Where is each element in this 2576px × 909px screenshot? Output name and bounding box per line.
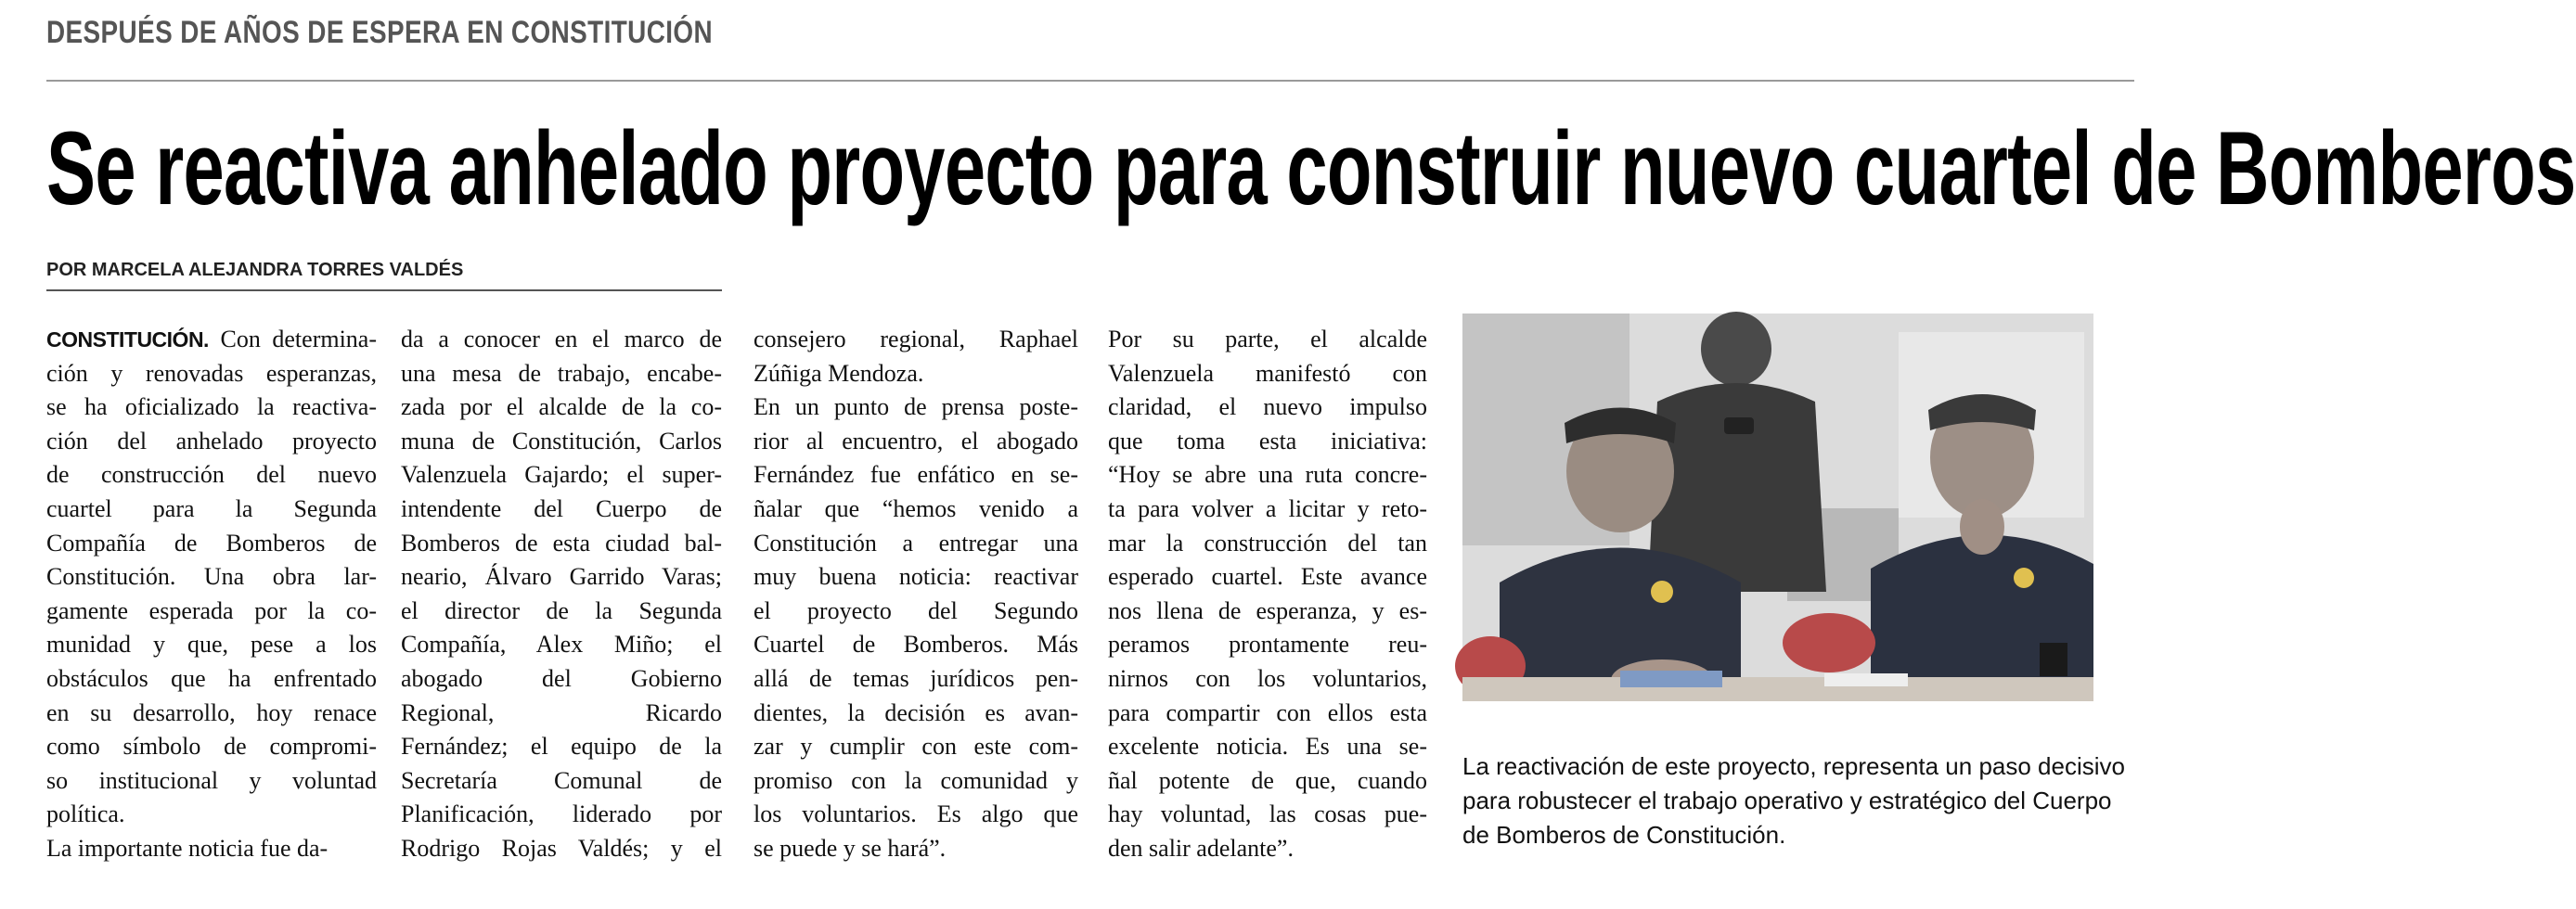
article-line: neario, Álvaro Garrido Varas; [401,563,722,591]
article-line: abogado del Gobierno [401,664,722,692]
article-line: el proyecto del Segundo [753,596,1078,624]
article-line: promiso con la comunidad y [753,766,1078,794]
article-line: Constitución. Una obra lar- [46,563,377,591]
byline-divider [46,289,722,291]
article-line: que toma esta iniciativa: [1108,427,1427,454]
article-line: los voluntarios. Es algo que [753,800,1078,828]
article-line: una mesa de trabajo, encabe- [401,359,722,387]
article-line: gamente esperada por la co- [46,596,377,624]
dateline: CONSTITUCIÓN. [46,327,209,352]
article-line: consejero regional, Raphael [753,326,1078,352]
article-line: intendente del Cuerpo de [401,494,722,522]
article-line: Planificación, liderado por [401,800,722,828]
article-line: La importante noticia fue da- [46,834,328,862]
byline: POR MARCELA ALEJANDRA TORRES VALDÉS [46,260,464,280]
headline: Se reactiva anhelado proyecto para construir nuevo cuartel de Bomberos [46,110,2576,226]
article-line: den salir adelante”. [1108,834,1294,862]
article-line: nirnos con los voluntarios, [1108,664,1427,692]
article-line: Constitución a entregar una [753,529,1078,557]
article-line: Fernández; el equipo de la [401,733,722,761]
article-line: so institucional y voluntad [46,766,377,794]
article-line: Por su parte, el alcalde [1108,326,1427,352]
article-line: Compañía, Alex Miño; el [401,631,722,659]
article-line: CONSTITUCIÓN. Con determina- [46,326,377,352]
article-line: para compartir con ellos esta [1108,698,1427,726]
article-line: dientes, la decisión es avan- [753,698,1078,726]
article-line: ción del anhelado proyecto [46,427,377,454]
article-line: como símbolo de compromi- [46,733,377,761]
article-photo [1462,314,2093,701]
article-line: política. [46,800,125,828]
article-line: Zúñiga Mendoza. [753,359,924,387]
article-line: ñalar que “hemos venido a [753,494,1078,522]
article-line: peramos prontamente reu- [1108,631,1427,659]
article-line: Cuartel de Bomberos. Más [753,631,1078,659]
article-line: nos llena de esperanza, y es- [1108,596,1427,624]
article-line: esperado cuartel. Este avance [1108,563,1427,591]
article-line: obstáculos que ha enfrentado [46,664,377,692]
caption-line: de Bomberos de Constitución. [1462,821,1786,849]
article-line: da a conocer en el marco de [401,326,722,352]
article-column-3 [753,323,1078,866]
article-line: munidad y que, pese a los [46,631,377,659]
article-line: de construcción del nuevo [46,461,377,489]
article-line: se puede y se hará”. [753,834,947,862]
article-line: Valenzuela Gajardo; el super- [401,461,722,489]
article-line: claridad, el nuevo impulso [1108,393,1427,421]
article-line: en su desarrollo, hoy renace [46,698,377,726]
article-line: muna de Constitución, Carlos [401,427,722,454]
article-line: Regional, Ricardo [401,698,722,726]
article-line: muy buena noticia: reactivar [753,563,1078,591]
article-column-4 [1108,323,1427,866]
article-line: cuartel para la Segunda [46,494,377,522]
article-line: el director de la Segunda [401,596,722,624]
article-line: Secretaría Comunal de [401,766,722,794]
caption-line: La reactivación de este proyecto, representa un paso decisivo [1462,752,2125,780]
top-divider [46,80,2134,82]
article-line: Rodrigo Rojas Valdés; y el [401,834,722,862]
article-column-1 [46,323,377,866]
article-line: En un punto de prensa poste- [753,393,1078,421]
article-line: Fernández fue enfático en se- [753,461,1078,489]
article-line: “Hoy se abre una ruta concre- [1108,461,1427,489]
article-line: zar y cumplir con este com- [753,733,1078,761]
caption-line: para robustecer el trabajo operativo y estratégico del Cuerpo [1462,787,2112,814]
article-line: ñal potente de que, cuando [1108,766,1427,794]
article-line: ta para volver a licitar y reto- [1108,494,1427,522]
kicker: DESPUÉS DE AÑOS DE ESPERA EN CONSTITUCIÓN [46,15,714,50]
photo-caption [1462,749,2125,852]
article-line: rior al encuentro, el abogado [753,427,1078,454]
article-line: Valenzuela manifestó con [1108,359,1427,387]
article-line: zada por el alcalde de la co- [401,393,722,421]
article-line: Bomberos de esta ciudad bal- [401,529,722,557]
article-line: hay voluntad, las cosas pue- [1108,800,1427,828]
article-line: mar la construcción del tan [1108,529,1427,557]
article-line: se ha oficializado la reactiva- [46,393,377,421]
article-column-2 [401,323,722,866]
article-line: ción y renovadas esperanzas, [46,359,377,387]
article-line: allá de temas jurídicos pen- [753,664,1078,692]
meeting-photo-illustration [1462,314,2093,701]
article-line: excelente noticia. Es una se- [1108,733,1427,761]
article-line: Compañía de Bomberos de [46,529,377,557]
